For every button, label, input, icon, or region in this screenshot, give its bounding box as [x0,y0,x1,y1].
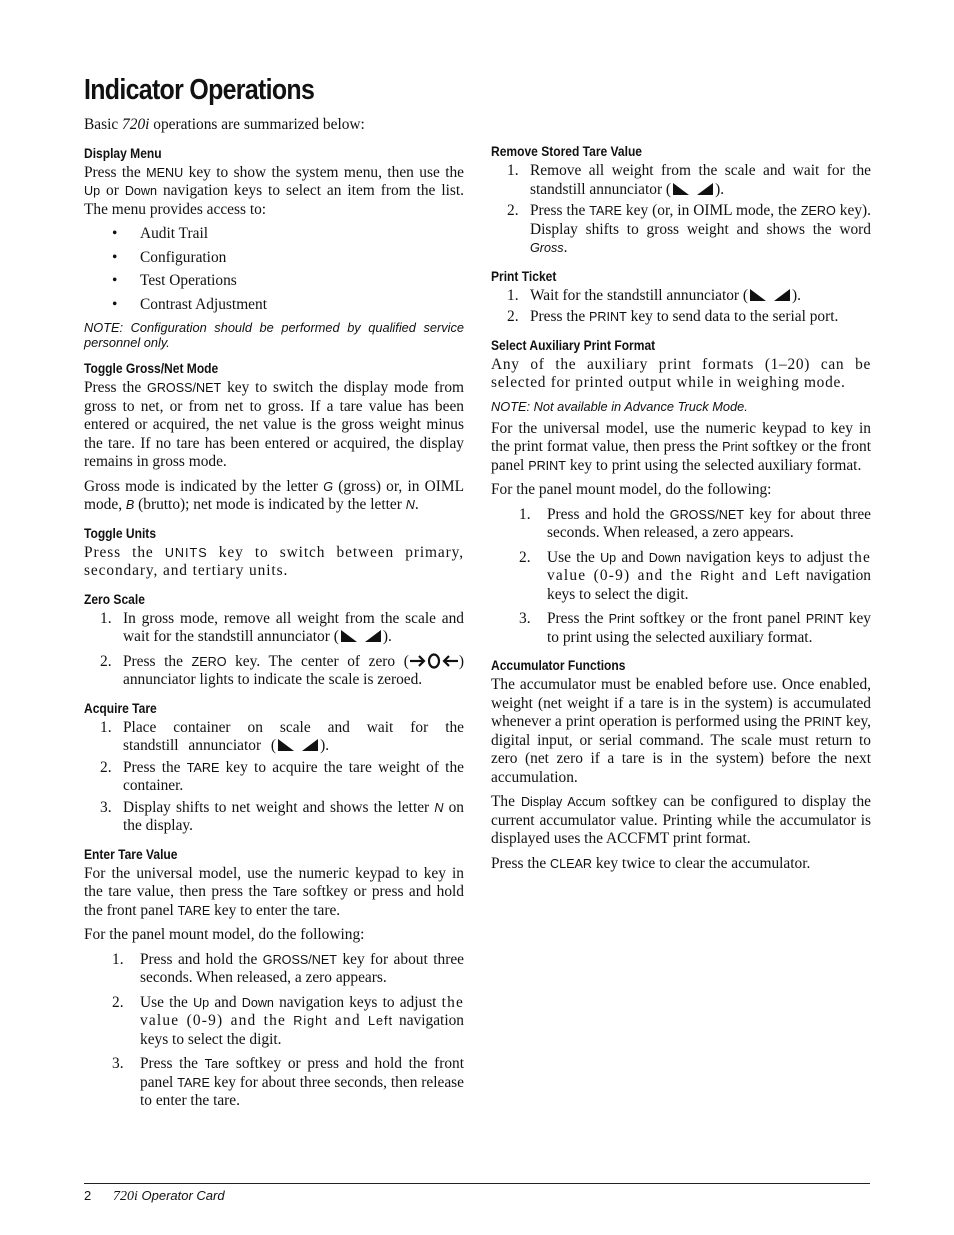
aux-print-paragraph: Any of the auxiliary print formats (1–20) can be selected for printed output while in weighing mode. [491,355,871,391]
display-accum-paragraph: The Display Accum softkey can be configured to display the current accumulator value. Printing while the accumulator is displayed uses the ACCFMT print format. [491,793,871,847]
list-item: 1. Place container on scale and wait for the standstill annunciator ( ). [100,718,464,754]
panel-mount-paragraph: For the panel mount model, do the following: [491,481,772,498]
gross-mode-paragraph: Gross mode is indicated by the letter G (gross) or, in OIML mode, B (brutto); net mode is indicated by the letter N. [84,477,464,513]
list-item: 1. Press and hold the GROSS/NET key for about three seconds. When released, a zero appears. [112,950,464,986]
print-ticket-steps [491,287,871,327]
toggle-gross-net-paragraph: Press the GROSS/NET key to switch the display mode from gross to net, or from net to gross. If a tare value has been entered or acquired, the net value is the gross weight minus the tare. If no tare has been entered or acquired, the display remains in gross mode. [84,379,464,470]
page-number: 2 [84,1188,92,1203]
list-item: 1. Remove all weight from the scale and wait for the standstill annunciator ( ). [507,162,871,198]
clear-accumulator-paragraph: Press the CLEAR key twice to clear the accumulator. [491,854,811,872]
list-item: 2. Use the Up and Down navigation keys to adjust the value (0-9) and the Right and Left navigation keys to select the digit. [519,548,872,603]
footer-divider [84,1183,870,1184]
right-column [491,143,871,879]
list-item: 1. In gross mode, remove all weight from the scale and wait for the standstill annunciator ( ). [100,609,464,645]
list-item: 1. Wait for the standstill annunciator ( ). [507,286,802,304]
list-item: 3. Press the Tare softkey or press and hold the front panel TARE key for about three seconds, then release to enter the tare. [112,1055,465,1109]
toggle-gross-net-heading: Toggle Gross/Net Mode [84,360,219,376]
intro-paragraph: Basic 720i operations are summarized below: [84,116,365,133]
zero-scale-steps [84,610,464,690]
acquire-tare-steps [84,719,464,836]
universal-model-paragraph: For the universal model, use the numeric keypad to key in the print format value, then press the Print softkey or the front panel PRINT key to print using the selected auxiliary format. [491,419,871,474]
display-menu-paragraph: Press the MENU key to show the system menu, then use the Up or Down navigation keys to select an item from the list. The menu provides access to: [84,163,464,218]
standstill-annunciator-icon [671,182,715,196]
list-item: • Audit Trail [112,225,464,244]
zero-scale-heading: Zero Scale [84,590,145,607]
remove-tare-steps [491,162,871,258]
display-menu-heading: Display Menu [84,144,162,161]
enter-tare-paragraph: For the universal model, use the numeric keypad to key in the tare value, then press the Tare softkey or press and hold the front panel TARE key to enter the tare. [84,864,464,919]
list-item: 2. Press the TARE key to acquire the tare weight of the container. [100,758,464,794]
standstill-annunciator-icon [276,738,320,752]
product-name: 720i [113,1189,138,1204]
document-name: Operator Card [137,1188,225,1203]
center-of-zero-icon [409,653,459,669]
list-item: • Test Operations [112,272,464,291]
enter-tare-steps [84,951,464,1111]
page-title: Indicator Operations [84,74,315,106]
page-footer [84,1187,225,1206]
print-ticket-heading: Print Ticket [491,267,557,284]
remove-tare-heading: Remove Stored Tare Value [491,143,643,159]
configuration-note: NOTE: Configuration should be performed by qualified service personnel only. [84,320,464,350]
list-item: 1. Press and hold the GROSS/NET key for about three seconds. When released, a zero appears. [519,505,871,541]
panel-mount-paragraph: For the panel mount model, do the following: [84,926,365,943]
list-item: 2. Press the PRINT key to send data to the serial port. [507,308,839,325]
accumulator-paragraph: The accumulator must be enabled before use. Once enabled, weight (net weight if a tare is in the system) is accumulated whenever a print operation is performed using the PRINT key, digital input, or serial command. The scale must return to zero (net zero if a tare is in the system) before the next accumulation. [491,676,872,786]
standstill-annunciator-icon [339,629,383,643]
menu-items-list [84,225,464,314]
aux-print-heading: Select Auxiliary Print Format [491,336,656,353]
list-item: 3. Display shifts to net weight and shows the letter N on the display. [100,798,464,834]
list-item: 3. Press the Print softkey or the front panel PRINT key to print using the selected auxiliary format. [519,610,871,646]
enter-tare-heading: Enter Tare Value [84,845,178,862]
acquire-tare-heading: Acquire Tare [84,699,157,716]
list-item: • Configuration [112,249,464,268]
toggle-units-paragraph: Press the UNITS key to switch between primary, secondary, and tertiary units. [84,543,464,579]
toggle-units-heading: Toggle Units [84,524,157,541]
list-item: 2. Press the ZERO key. The center of zero ( ) annunciator lights to indicate the scale is zeroed. [100,652,464,688]
advance-truck-note: NOTE: Not available in Advance Truck Mode. [491,398,748,414]
aux-print-steps [491,506,871,648]
left-column [84,116,464,1117]
list-item: • Contrast Adjustment [112,296,464,315]
list-item: 2. Press the TARE key (or, in OIML mode, the ZERO key). Display shifts to gross weight and shows the word Gross. [507,202,871,256]
standstill-annunciator-icon [748,288,792,302]
list-item: 2. Use the Up and Down navigation keys to adjust the value (0-9) and the Right and Left navigation keys to select the digit. [112,993,465,1048]
accumulator-heading: Accumulator Functions [491,657,626,673]
